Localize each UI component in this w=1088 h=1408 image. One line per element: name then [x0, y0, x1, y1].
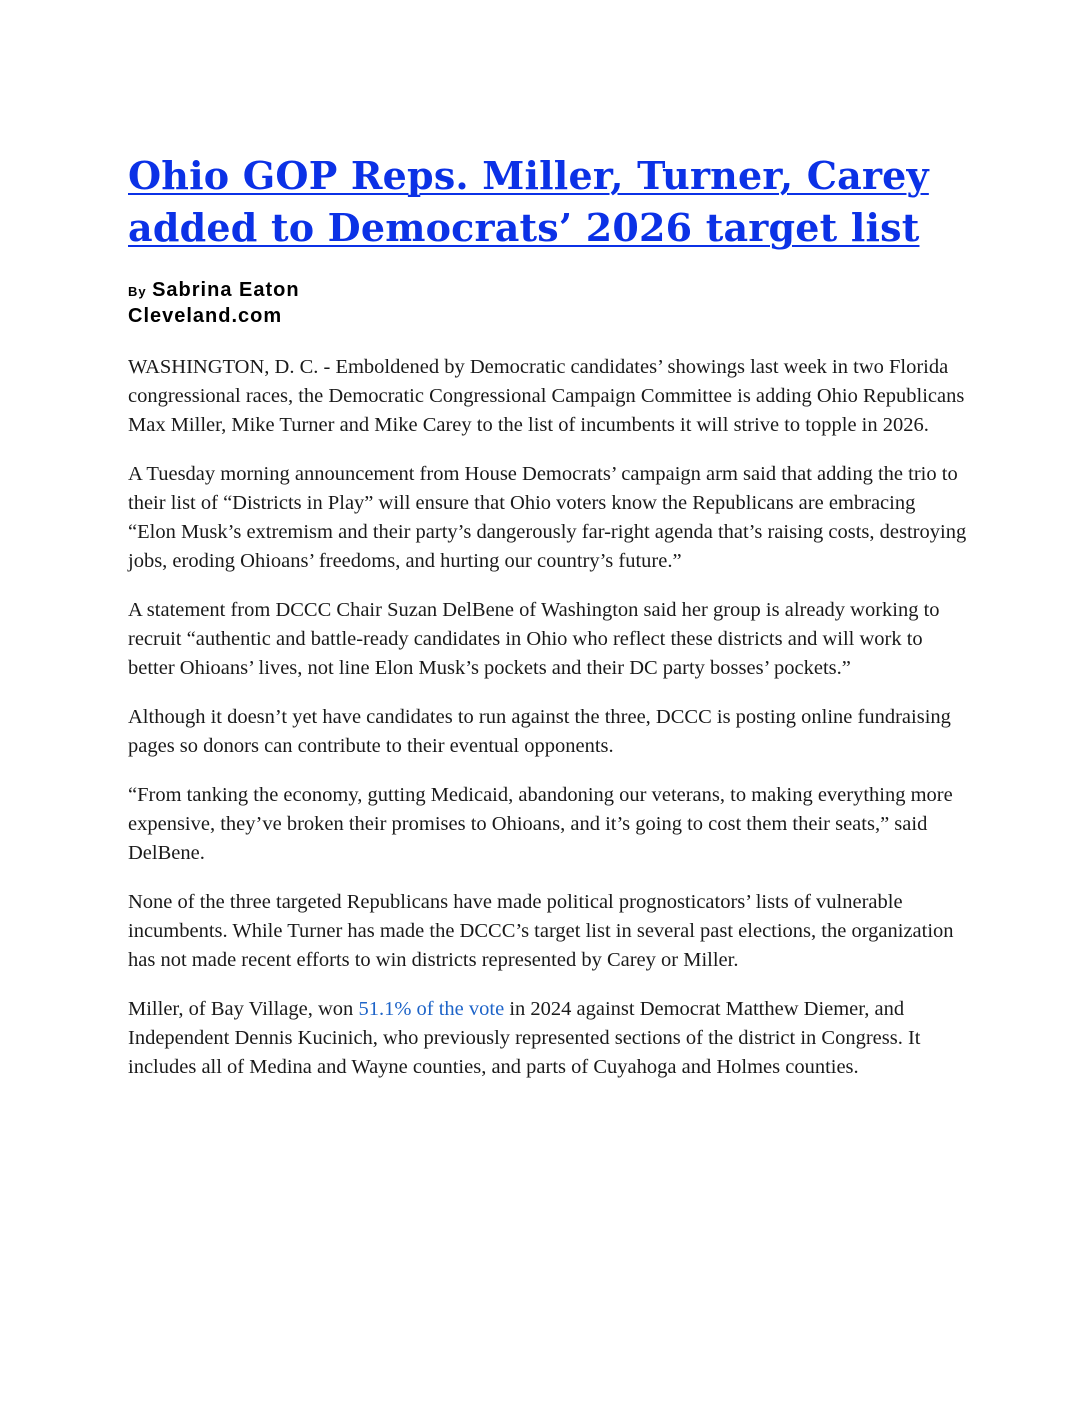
headline-link[interactable]: Ohio GOP Reps. Miller, Turner, Carey added to Democrats’ 2026 target list: [128, 153, 929, 250]
paragraph: WASHINGTON, D. C. - Emboldened by Democratic candidates’ showings last week in two Florida congressional races, the Democratic Congressional Campaign Committee is adding Ohio Republicans Max Miller, Mike Turner and Mike Carey to the list of incumbents it will strive to topple in 2026.: [128, 356, 965, 436]
byline: [128, 278, 968, 328]
article-body: [128, 353, 968, 1082]
paragraph: A statement from DCCC Chair Suzan DelBene of Washington said her group is already working to recruit “authentic and battle-ready candidates in Ohio who reflect these districts and will work to better Ohioans’ lives, not line Elon Musk’s pockets and their DC party bosses’ pockets.”: [128, 599, 940, 679]
article-page: [128, 150, 968, 1102]
paragraph-with-link: [128, 995, 968, 1082]
paragraph: A Tuesday morning announcement from House Democrats’ campaign arm said that adding the trio to their list of “Districts in Play” will ensure that Ohio voters know the Republicans are embracing “Elon Musk’s extremism and their party’s dangerously far-right agenda that’s raising costs, destroying jobs, eroding Ohioans’ freedoms, and hurting our country’s future.”: [128, 463, 967, 572]
paragraph: “From tanking the economy, gutting Medicaid, abandoning our veterans, to making everything more expensive, they’ve broken their promises to Ohioans, and it’s going to cost them their seats,” said DelBene.: [128, 784, 953, 864]
outlet-name: Cleveland.com: [128, 305, 283, 327]
paragraph-text: Miller, of Bay Village, won: [128, 998, 359, 1020]
byline-prefix: By: [128, 284, 147, 299]
paragraph-text: in 2024 against Democrat Matthew Diemer, and Independent Dennis Kucinich, who previously represented sections of the district in Congress. It includes all of Medina and Wayne counties, and parts of Cuyahoga and Holmes counties.: [128, 998, 921, 1078]
vote-share-link[interactable]: 51.1% of the vote: [358, 998, 505, 1020]
article-headline: [128, 150, 968, 254]
author-name: Sabrina Eaton: [152, 279, 300, 301]
paragraph: None of the three targeted Republicans have made political prognosticators’ lists of vulnerable incumbents. While Turner has made the DCCC’s target list in several past elections, the organization has not made recent efforts to win districts represented by Carey or Miller.: [128, 891, 954, 971]
paragraph: Although it doesn’t yet have candidates to run against the three, DCCC is posting online fundraising pages so donors can contribute to their eventual opponents.: [128, 706, 951, 757]
